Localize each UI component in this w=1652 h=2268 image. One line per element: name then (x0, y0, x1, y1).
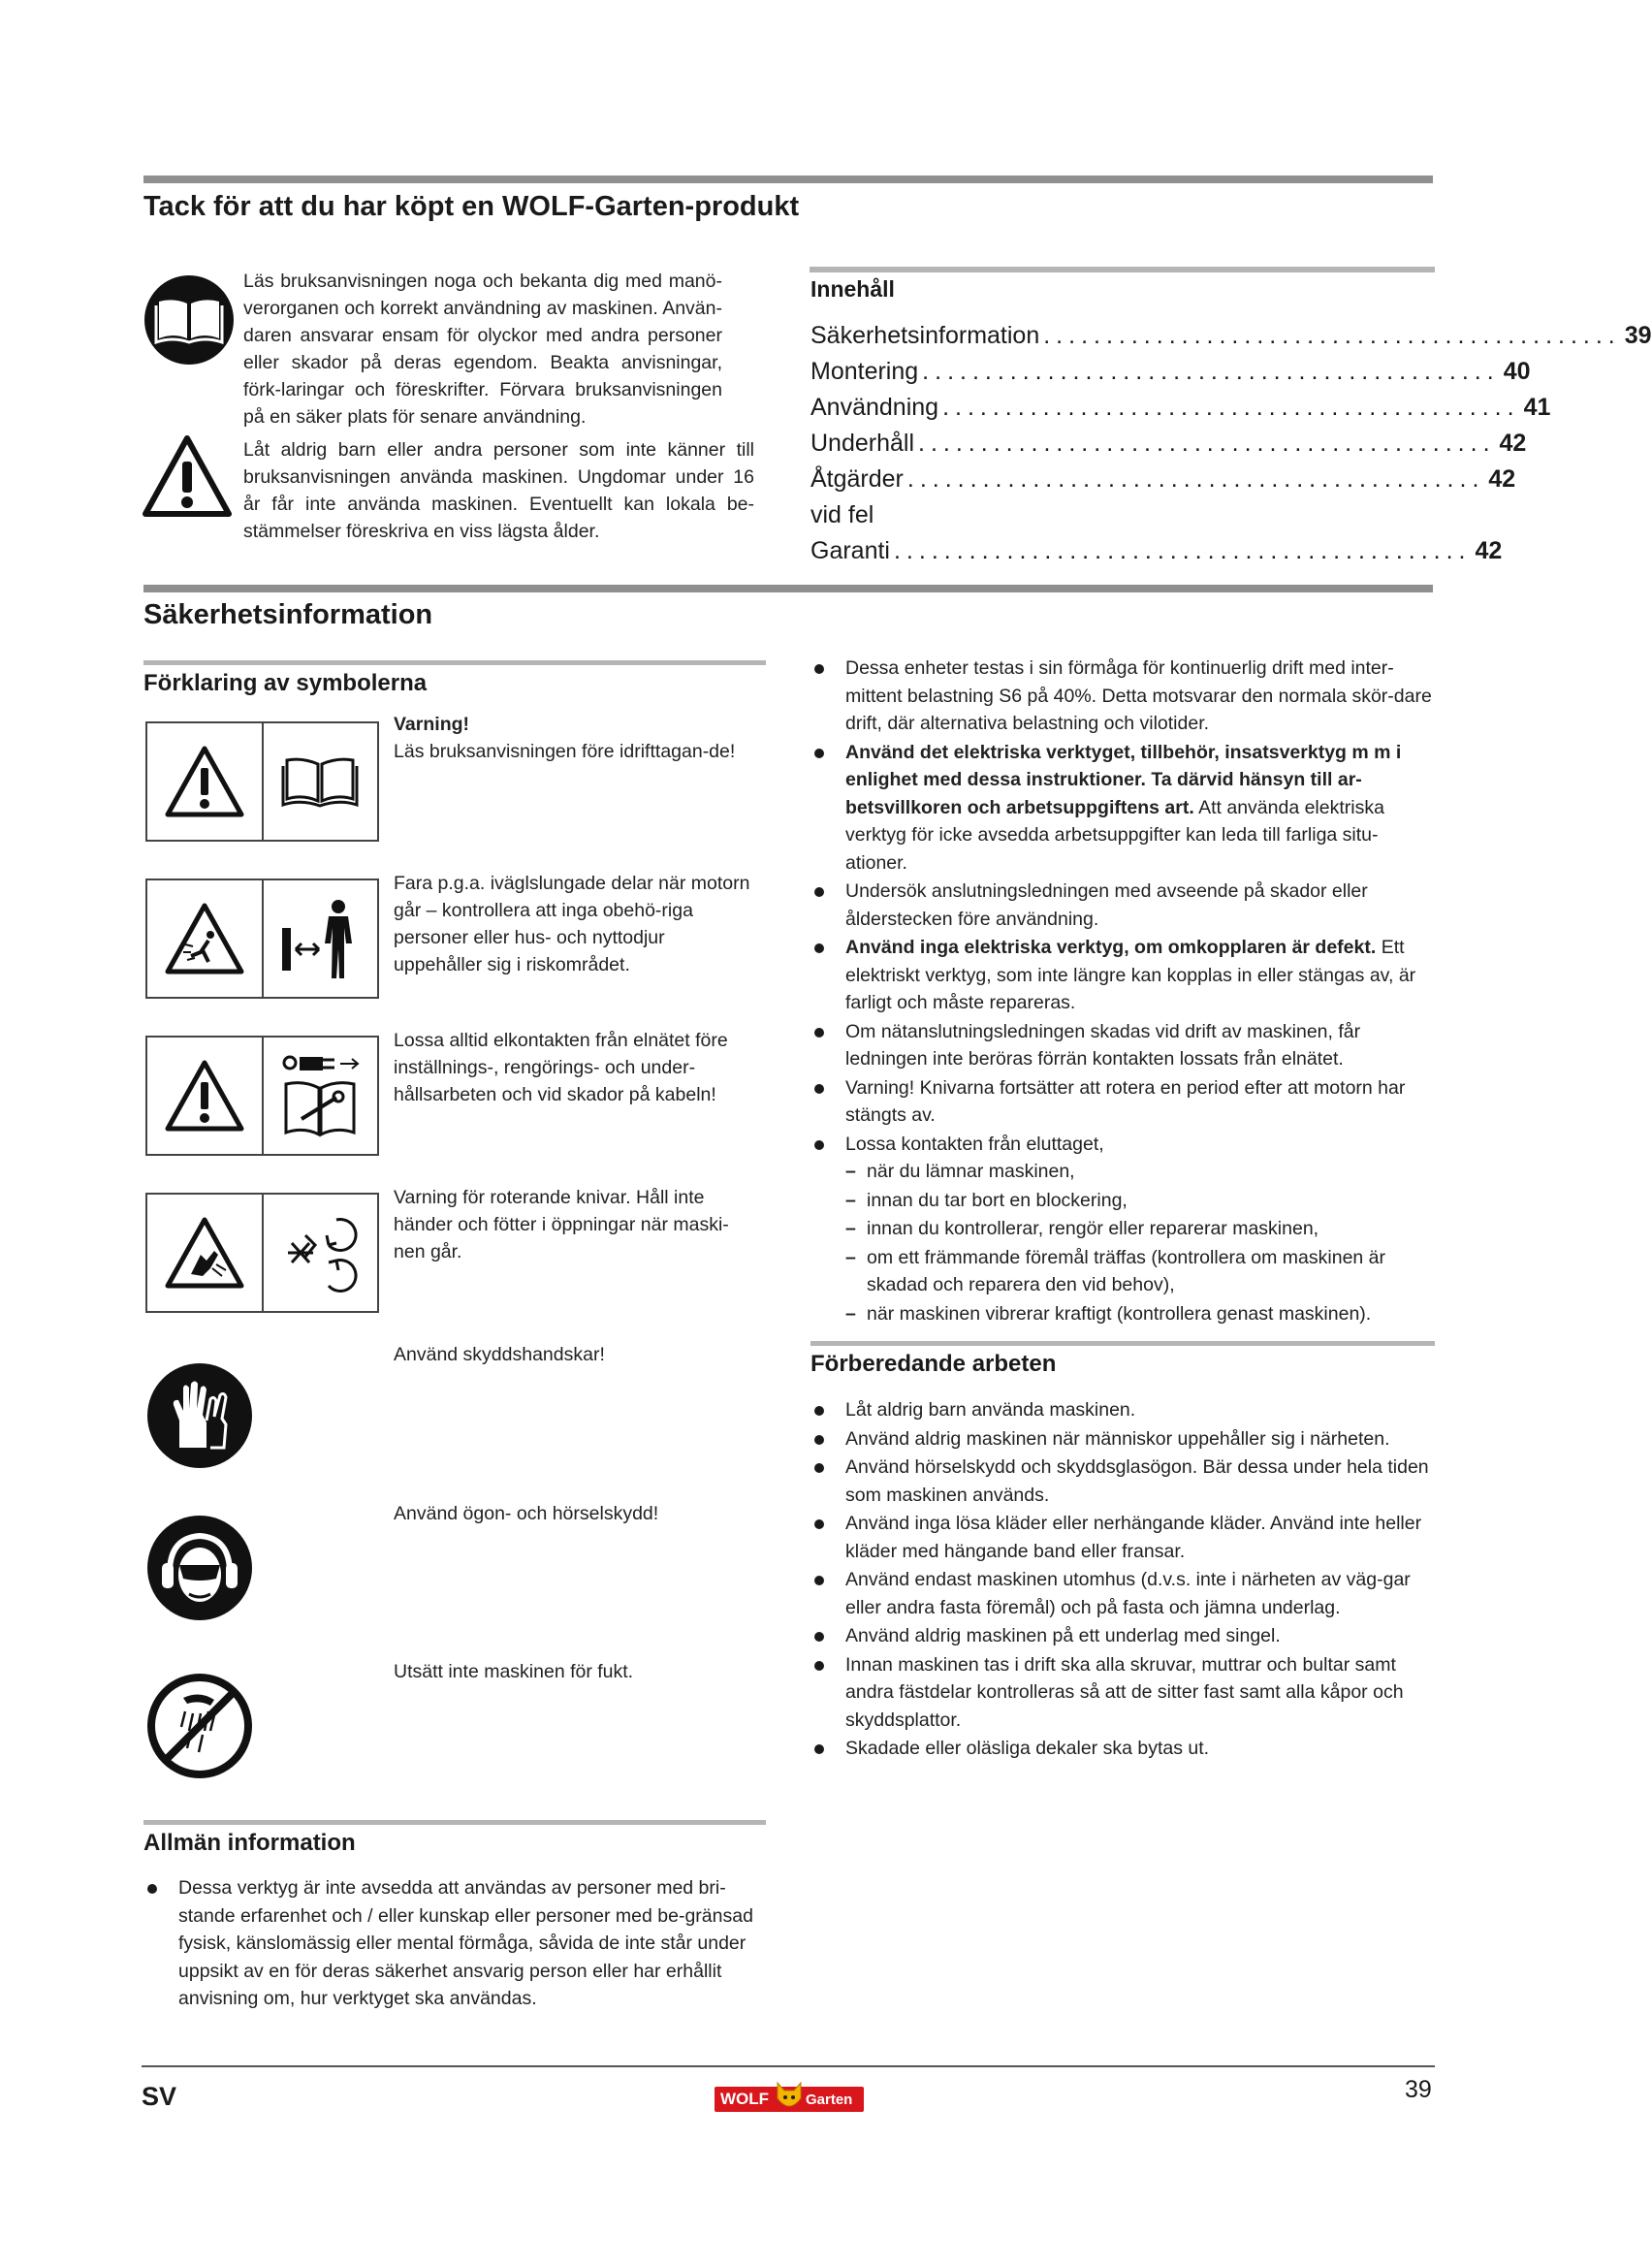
list-item: Om nätanslutningsledningen skadas vid drift av maskinen, får ledningen inte beröras förrän kontakten lossats från elnätet. (810, 1018, 1433, 1073)
symbols-rule (143, 660, 766, 665)
list-item: Använd det elektriska verktyget, tillbehör, insatsverktyg m m i enlighet med dessa instruktioner. Ta därvid hänsyn till ar-betsvillkoren och arbetsuppgiftens art. Att använda elektriska verktyg för icke avsedda arbetsuppgifter kan leda till farliga situ-ationer. (810, 739, 1433, 878)
symbol-2-text: Fara p.g.a. iväglslungade delar när motorn går – kontrollera att inga obehö-riga personer eller hus- och nyttodjur uppehåller sig i riskområdet. (394, 873, 750, 975)
sub-list-item: – när du lämnar maskinen, (845, 1158, 1433, 1186)
unplug-sublist (845, 1158, 1433, 1327)
toc-item[interactable]: Montering .............................................. 40 (810, 358, 1531, 385)
warning-icon (164, 745, 245, 818)
list-item: Dessa enheter testas i sin förmåga för kontinuerlig drift med inter-mittent belastning S6 på 40%. Detta motsvarar den normala skör-dare drift, där alternativa belastning och vilotider. (810, 655, 1433, 738)
list-item: Undersök anslutningsledningen med avseende på skador eller ålderstecken före användning. (810, 878, 1433, 933)
safe-distance-icon (276, 895, 364, 982)
eye-ear-protection-icon (146, 1515, 253, 1621)
list-item: Skadade eller oläsliga dekaler ska bytas ut. (810, 1735, 1433, 1763)
footer-rule (142, 2065, 1435, 2067)
list-item: Innan maskinen tas i drift ska alla skruvar, muttrar och bultar samt andra fästdelar kontrolleras så att de sitter fast samt alla kåpor och skyddsplattor. (810, 1651, 1433, 1735)
rotating-blades-icon (276, 1206, 364, 1299)
sub-list-item: – innan du tar bort en blockering, (845, 1187, 1433, 1215)
toc-item[interactable]: Underhåll .............................................. 42 (810, 430, 1527, 457)
wolf-garten-logo (715, 2079, 864, 2118)
book-outline-icon (279, 752, 361, 811)
general-list (143, 1874, 766, 2014)
logo-right-text: Garten (806, 2092, 853, 2108)
list-item: Lossa kontakten från eluttaget, – när du lämnar maskinen, – innan du tar bort en blockering, – innan du kontrollerar, rengör eller reparerar maskinen, – om ett främmande föremål träffas (kontrollera om maskinen är skadad och reparera den vid behov), – när maskinen vibrerar kraftigt (kontrollera genast maskinen). (810, 1131, 1433, 1328)
warning-icon (142, 434, 233, 518)
sub-list-item: – innan du kontrollerar, rengör eller reparerar maskinen, (845, 1215, 1433, 1243)
safety-list (810, 655, 1433, 1328)
sub-list-item: – när maskinen vibrerar kraftigt (kontrollera genast maskinen). (845, 1300, 1433, 1328)
prep-title: Förberedande arbeten (810, 1351, 1057, 1377)
unplug-maintenance-icon (276, 1049, 364, 1142)
hand-injury-icon (164, 1216, 245, 1290)
logo-left-text: WOLF (720, 2090, 770, 2108)
list-item: Använd hörselskydd och skyddsglasögon. Bär dessa under hela tiden som maskinen används. (810, 1453, 1433, 1509)
page-number: 39 (1405, 2076, 1432, 2103)
toc-rule (810, 267, 1435, 272)
intro-paragraph-2: Låt aldrig barn eller andra personer som inte känner till bruksanvisningen använda maskinen. Ungdomar under 16 år får inte använda maskinen. Eventuellt kan lokala be-stämmelser föreskriva en viss lägsta ålder. (243, 439, 754, 542)
symbol-1-text: Varning! Läs bruksanvisningen före idrifttagan-de! (394, 714, 736, 762)
symbol-4-text: Varning för roterande knivar. Håll inte händer och fötter i öppningar när maski-nen går. (394, 1187, 729, 1262)
warning-icon (164, 1059, 245, 1133)
list-item: Använd aldrig maskinen på ett underlag med singel. (810, 1622, 1433, 1650)
toc-item[interactable]: Användning .............................................. 41 (810, 394, 1551, 421)
intro-title: Tack för att du har köpt en WOLF-Garten-produkt (143, 191, 800, 222)
list-item: Dessa verktyg är inte avsedda att användas av personer med bri-stande erfarenhet och / eller kunskap eller personer med be-gränsad fysisk, känslomässig eller mental förmåga, såvida de inte står under uppsikt av en för deras säkerhet ansvarig person eller har erhållit anvisning om, hur verktyget ska användas. (143, 1874, 766, 2013)
symbol-unplug (145, 1036, 379, 1156)
prep-list (810, 1396, 1433, 1764)
fox-icon (775, 2079, 804, 2114)
toc-item[interactable]: Säkerhetsinformation .............................................. 39 (810, 322, 1652, 349)
list-item: Låt aldrig barn använda maskinen. (810, 1396, 1433, 1424)
safety-rule (143, 585, 1433, 592)
list-item: Använd inga elektriska verktyg, om omkopplaren är defekt. Ett elektriskt verktyg, som inte längre kan kopplas in eller stängas av, är farligt och måste repareras. (810, 934, 1433, 1017)
symbol-5-text: Använd skyddshandskar! (394, 1344, 605, 1365)
no-moisture-icon (146, 1673, 253, 1779)
list-item: Varning! Knivarna fortsätter att rotera en period efter att motorn har stängts av. (810, 1074, 1433, 1130)
symbols-title: Förklaring av symbolerna (143, 670, 428, 696)
book-icon (143, 274, 235, 366)
general-title: Allmän information (143, 1830, 356, 1856)
safety-title: Säkerhetsinformation (143, 599, 433, 630)
sub-list-item: – om ett främmande föremål träffas (kontrollera om maskinen är skadad och reparera den vid behov), (845, 1244, 1433, 1299)
toc-item[interactable]: Åtgärder vid fel .............................................. 42 (810, 465, 1516, 528)
symbol-thrown-objects (145, 878, 379, 999)
list-item: Använd inga lösa kläder eller nerhängande kläder. Använd inte heller kläder med hängande band eller fransar. (810, 1510, 1433, 1565)
top-rule (143, 176, 1433, 183)
prep-rule (810, 1341, 1435, 1346)
list-item: Använd endast maskinen utomhus (d.v.s. inte i närheten av väg-gar eller andra fasta föremål) och på fasta och jämna underlag. (810, 1566, 1433, 1621)
symbol-3-text: Lossa alltid elkontakten från elnätet före inställnings-, rengörings- och under-hållsarbeten och vid skador på kabeln! (394, 1030, 728, 1105)
symbol-rotating-blades (145, 1193, 379, 1313)
toc-item[interactable]: Garanti .............................................. 42 (810, 537, 1503, 564)
thrown-objects-icon (164, 902, 245, 975)
general-rule (143, 1820, 766, 1825)
gloves-icon (146, 1362, 253, 1469)
symbol-read-manual (145, 721, 379, 842)
symbol-7-text: Utsätt inte maskinen för fukt. (394, 1661, 634, 1682)
list-item: Använd aldrig maskinen när människor uppehåller sig i närheten. (810, 1425, 1433, 1453)
intro-paragraph-1: Läs bruksanvisningen noga och bekanta dig med manö-verorganen och korrekt användning av maskinen. Använ-daren ansvarar ensam för olyckor med andra personer eller skador på deras egendom. Beakta anvisningar, förk-laringar och föreskrifter. Förvara bruksanvisningen på en säker plats för senare användning. (243, 271, 722, 428)
language-code: SV (142, 2082, 177, 2111)
toc-title: Innehåll (810, 276, 895, 302)
table-of-contents (810, 318, 1652, 569)
symbol-6-text: Använd ögon- och hörselskydd! (394, 1503, 659, 1524)
